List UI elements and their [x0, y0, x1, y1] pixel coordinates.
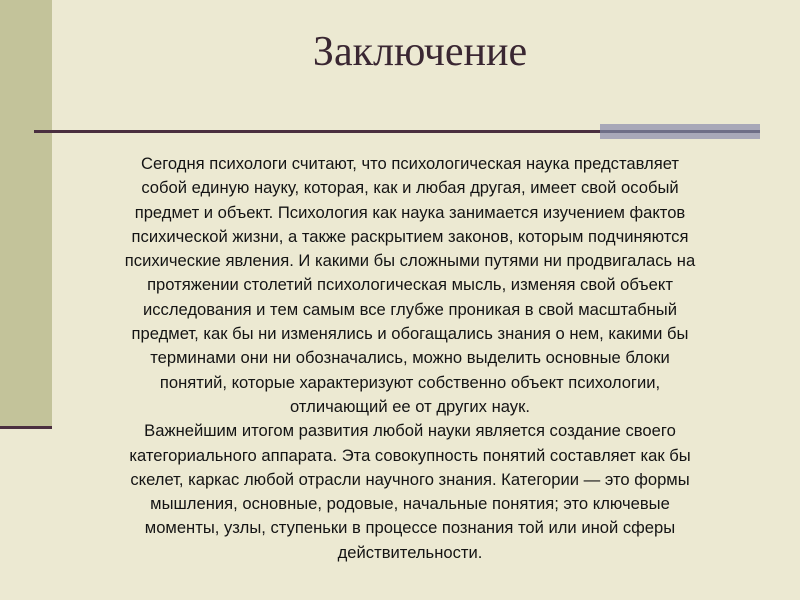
text-line: предмет и объект. Психология как наука занимается изучением фактов	[134, 202, 686, 222]
text-line: Важнейшим итогом развития любой науки является создание своего	[144, 421, 676, 441]
title-divider-line	[34, 130, 600, 133]
text-line: психические явления. И какими бы сложными путями ни продвигалась на	[124, 251, 696, 271]
text-line: собой единую науку, которая, как и любая другая, имеет свой особый	[141, 178, 679, 198]
text-line: мышления, основные, родовые, начальные понятия; это ключевые	[150, 494, 670, 514]
paragraph-2	[54, 419, 766, 565]
text-line: психической жизни, а также раскрытием законов, которым подчиняются	[131, 226, 689, 246]
text-line: терминами они ни обозначались, можно выделить основные блоки	[150, 348, 670, 368]
text-line: понятий, которые характеризуют собственно объект психологии,	[159, 372, 661, 392]
slide-title: Заключение	[312, 29, 528, 75]
text-line: протяжении столетий психологическая мысль, изменяя свой объект	[147, 275, 673, 295]
text-line: категориального аппарата. Эта совокупность понятий составляет как бы	[129, 445, 691, 465]
left-decorative-bar	[0, 0, 52, 426]
paragraph-1	[54, 152, 766, 419]
slide-body	[54, 152, 766, 565]
text-line: моменты, узлы, ступеньки в процессе познания той или иной сферы	[144, 518, 676, 538]
text-line: Сегодня психологи считают, что психологическая наука представляет	[141, 154, 679, 173]
text-line: предмет, как бы ни изменялись и обогащались знания о нем, какими бы	[131, 324, 689, 344]
text-line: скелет, каркас любой отрасли научного знания. Категории — это формы	[130, 469, 690, 489]
left-bar-underline	[0, 426, 52, 429]
title-divider-block-line	[600, 130, 760, 133]
text-line: отличающий ее от других наук.	[290, 396, 530, 416]
text-line: исследования и тем самым все глубже проникая в свой масштабный	[142, 299, 678, 319]
text-line: действительности.	[337, 542, 483, 562]
